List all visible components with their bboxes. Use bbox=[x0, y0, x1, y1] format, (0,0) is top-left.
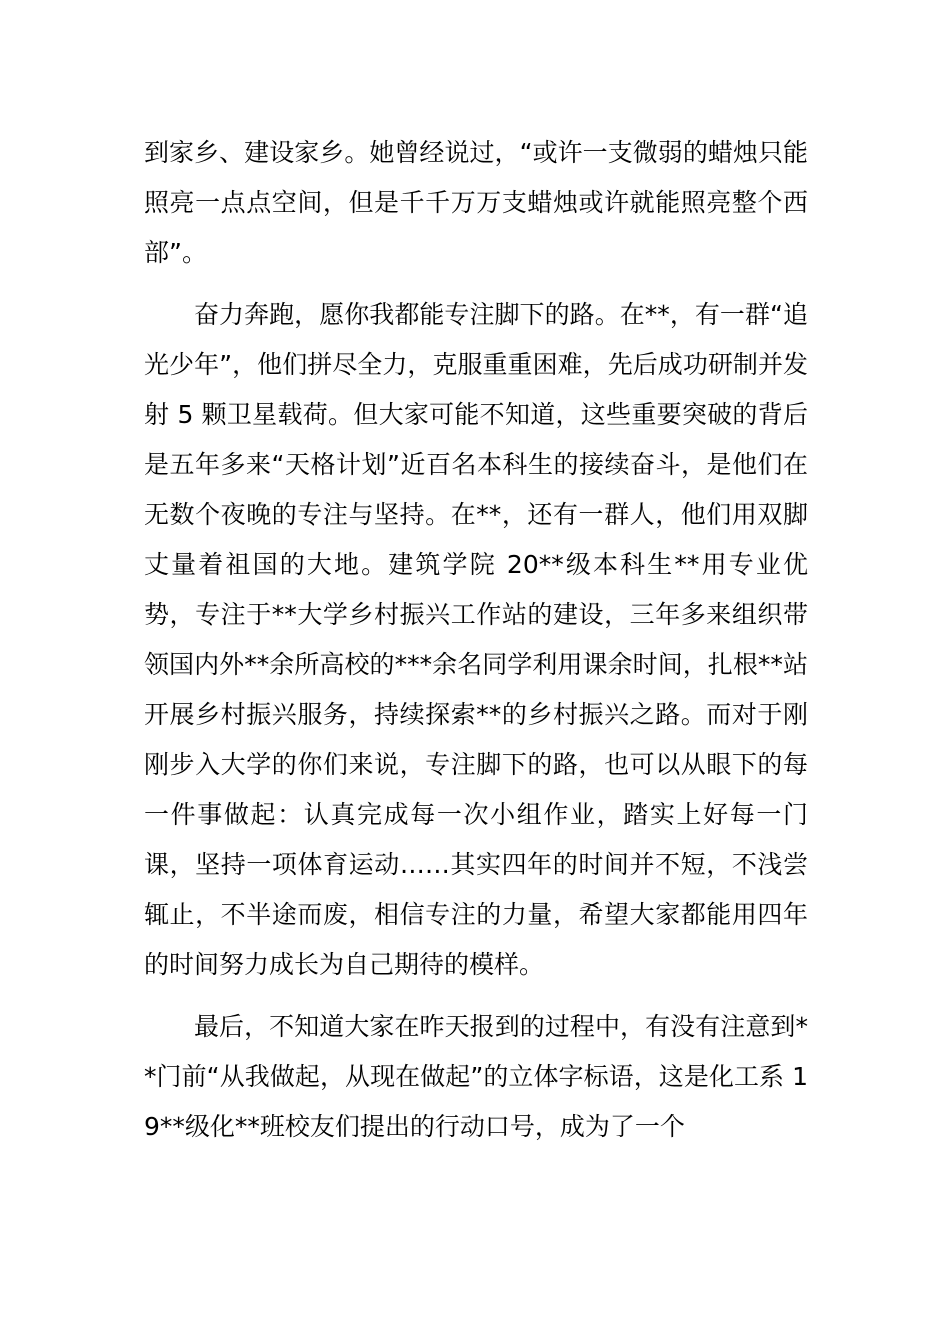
document-body bbox=[144, 128, 808, 1164]
paragraph-2: 奋力奔跑，愿你我都能专注脚下的路。在**，有一群“追光少年”，他们拼尽全力，克服重重困难，先后成功研制并发射 5 颗卫星载荷。但大家可能不知道，这些重要突破的背后是五年多来“天格计划”近百名本科生的接续奋斗，是他们在无数个夜晚的专注与坚持。在**，还有一群人，他们用双脚丈量着祖国的大地。建筑学院 20**级本科生**用专业优势，专注于**大学乡村振兴工作站的建设，三年多来组织带领国内外**余所高校的***余名同学利用课余时间，扎根**站开展乡村振兴服务，持续探索**的乡村振兴之路。而对于刚刚步入大学的你们来说，专注脚下的路，也可以从眼下的每一件事做起：认真完成每一次小组作业，踏实上好每一门课，坚持一项体育运动……其实四年的时间并不短，不浅尝辄止，不半途而废，相信专注的力量，希望大家都能用四年的时间努力成长为自己期待的模样。 bbox=[144, 300, 808, 979]
paragraph-3: 最后，不知道大家在昨天报到的过程中，有没有注意到**门前“从我做起，从现在做起”的立体字标语，这是化工系 19**级化**班校友们提出的行动口号，成为了一个 bbox=[144, 1012, 808, 1141]
paragraph-1: 到家乡、建设家乡。她曾经说过，“或许一支微弱的蜡烛只能照亮一点点空间，但是千千万万支蜡烛或许就能照亮整个西部”。 bbox=[144, 138, 808, 267]
